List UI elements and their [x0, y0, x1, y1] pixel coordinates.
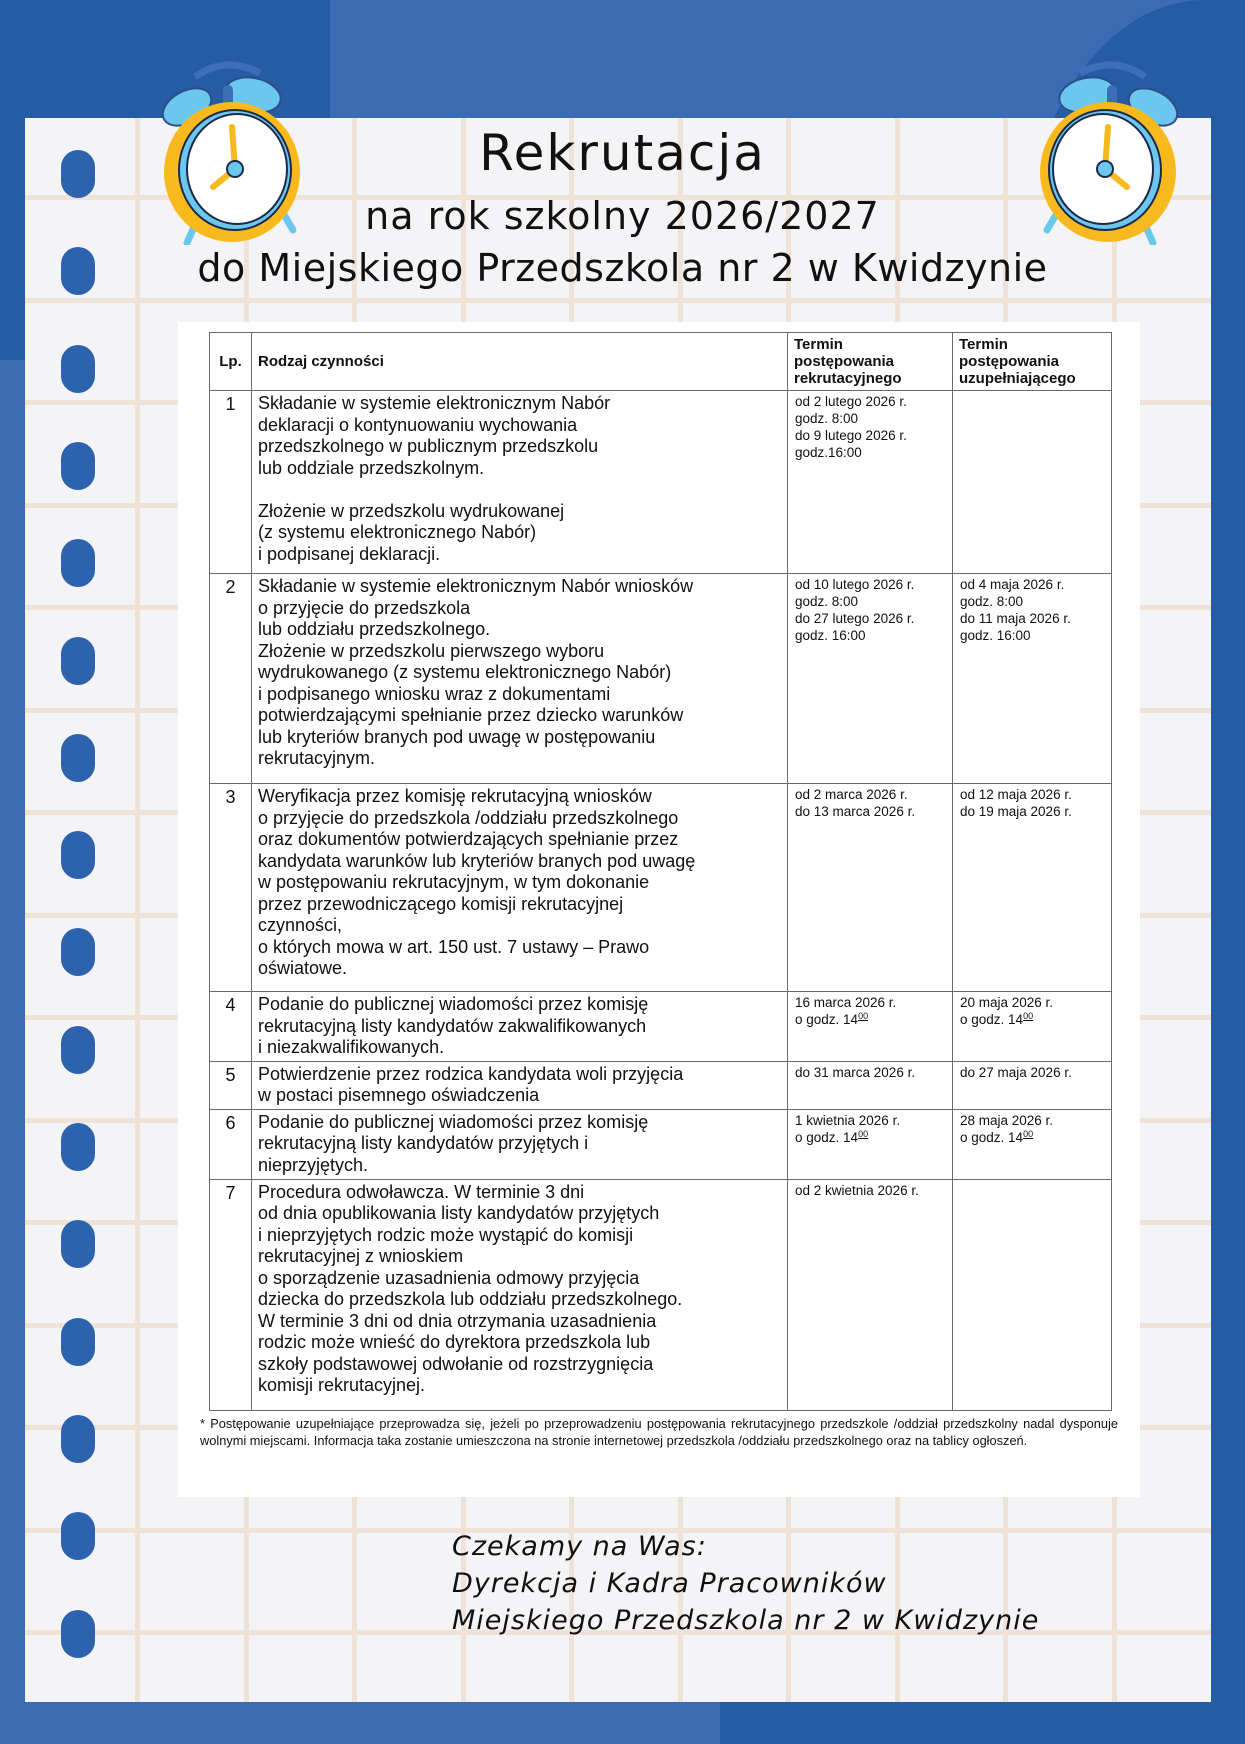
activity-text — [258, 479, 781, 501]
date-value: od 4 maja 2026 r. — [960, 577, 1065, 592]
date-text — [795, 1064, 945, 1081]
date-text — [795, 1182, 945, 1199]
date-value: do 11 maja 2026 r. — [960, 611, 1071, 626]
date-value: 20 maja 2026 r. — [960, 995, 1054, 1010]
header-text: postępowania — [794, 353, 895, 370]
date-value: 1 kwietnia 2026 r. — [795, 1112, 901, 1128]
alarm-clock-left — [157, 65, 300, 243]
signature-line: Czekamy na Was: — [452, 1531, 707, 1562]
activity-text: deklaracji o kontynuowaniu wychowania — [258, 414, 578, 435]
activity-description — [252, 992, 788, 1062]
binder-hole — [61, 1610, 95, 1658]
binder-hole — [61, 734, 95, 782]
main-term-cell — [788, 1179, 953, 1410]
activity-text: (z systemu elektronicznego Nabór) — [258, 522, 537, 542]
date-text — [795, 427, 945, 444]
header-text: rekrutacyjnego — [794, 370, 902, 387]
date-value: o godz. 14 — [960, 1129, 1024, 1145]
main-term-cell — [788, 391, 953, 574]
date-text — [960, 593, 1104, 610]
main-term-cell — [788, 1061, 953, 1109]
signature-line: Miejskiego Przedszkola nr 2 w Kwidzynie — [452, 1605, 1040, 1636]
activity-text: w postaci pisemnego oświadczenia — [258, 1085, 540, 1105]
date-value: do 19 maja 2026 r. — [960, 804, 1072, 819]
row-number: 2 — [210, 574, 252, 784]
date-value: do 9 lutego 2026 r. — [795, 428, 907, 443]
supplementary-term-cell — [953, 574, 1112, 784]
binder-hole — [61, 1512, 95, 1560]
activity-text: W terminie 3 dni od dnia otrzymania uzasadnienia — [258, 1310, 657, 1331]
activity-text: rekrutacyjnej z wnioskiem — [258, 1246, 464, 1266]
date-value: od 2 marca 2026 r. — [795, 787, 908, 802]
date-text — [960, 1064, 1104, 1081]
time-minutes-superscript: 00 — [858, 1011, 869, 1021]
date-value: do 31 marca 2026 r. — [795, 1064, 916, 1080]
supplementary-term-cell — [953, 992, 1112, 1062]
activity-description — [252, 574, 788, 784]
row-number: 6 — [210, 1109, 252, 1179]
activity-text: Składanie w systemie elektronicznym Nabór — [258, 393, 611, 413]
activity-text: potwierdzającymi spełnianie przez dziecko warunków — [258, 705, 684, 725]
binder-hole — [61, 1415, 95, 1463]
binder-hole — [61, 345, 95, 393]
time-minutes-superscript: 00 — [1023, 1011, 1034, 1021]
date-value: godz. 16:00 — [960, 628, 1031, 643]
activity-text: i niezakwalifikowanych. — [258, 1037, 445, 1057]
activity-text: kandydata warunków lub kryteriów branych pod uwagę — [258, 850, 696, 871]
activity-text: komisji rekrutacyjnej. — [258, 1375, 426, 1395]
grid-line — [135, 118, 140, 1702]
activity-text: rekrutacyjnym. — [258, 748, 376, 768]
row-number: 4 — [210, 992, 252, 1062]
date-text — [795, 576, 945, 593]
schedule-card — [178, 322, 1140, 1497]
date-value: do 27 maja 2026 r. — [960, 1064, 1072, 1080]
activity-text: wydrukowanego (z systemu elektronicznego Nabór) — [258, 662, 672, 682]
date-text — [795, 1112, 945, 1129]
activity-text: dziecka do przedszkola lub oddziału przedszkolnego. — [258, 1289, 683, 1309]
binder-hole — [61, 1318, 95, 1366]
date-text — [960, 803, 1104, 820]
activity-text: Potwierdzenie przez rodzica kandydata woli przyjęcia — [258, 1063, 684, 1084]
activity-text: czynności, — [258, 915, 343, 935]
activity-text: Procedura odwoławcza. W terminie 3 dni — [258, 1181, 585, 1202]
activity-text: rodzic może wnieść do dyrektora przedszkola lub — [258, 1332, 651, 1352]
time-minutes-superscript: 00 — [1023, 1128, 1034, 1139]
date-value: godz. 8:00 — [960, 594, 1024, 609]
date-text — [795, 1129, 945, 1146]
activity-description — [252, 1109, 788, 1179]
date-text — [795, 410, 945, 427]
date-text — [960, 627, 1104, 644]
supplementary-term-cell — [953, 784, 1112, 992]
row-number: 3 — [210, 784, 252, 992]
main-term-cell — [788, 1109, 953, 1179]
date-value: o godz. 14 — [795, 1012, 859, 1027]
table-header-row — [210, 333, 1112, 391]
row-number: 1 — [210, 391, 252, 574]
date-text — [795, 610, 945, 627]
table-row — [210, 1179, 1112, 1410]
date-text — [795, 786, 945, 803]
table-row — [210, 391, 1112, 574]
activity-text: oraz dokumentów potwierdzających spełnianie przez — [258, 829, 679, 849]
activity-text: i podpisanego wniosku wraz z dokumentami — [258, 683, 611, 704]
header-supp-term — [953, 333, 1112, 391]
main-term-cell — [788, 574, 953, 784]
date-text — [795, 1011, 945, 1028]
date-value: do 13 marca 2026 r. — [795, 804, 916, 819]
supplementary-term-cell — [953, 1109, 1112, 1179]
activity-text: Złożenie w przedszkolu wydrukowanej — [258, 500, 565, 521]
activity-text: Złożenie w przedszkolu pierwszego wyboru — [258, 640, 605, 661]
table-row — [210, 784, 1112, 992]
binder-hole — [61, 637, 95, 685]
activity-text: Weryfikacja przez komisję rekrutacyjną wniosków — [258, 786, 652, 806]
activity-text: o których mowa w art. 150 ust. 7 ustawy – Prawo — [258, 936, 650, 957]
activity-description — [252, 1179, 788, 1410]
supplementary-term-cell — [953, 391, 1112, 574]
header-main-term — [788, 333, 953, 391]
table-row — [210, 1109, 1112, 1179]
date-value: od 2 lutego 2026 r. — [795, 394, 907, 409]
date-text — [795, 593, 945, 610]
schedule-card-content — [200, 332, 1118, 1449]
binder-hole — [61, 1026, 95, 1074]
activity-text: o przyjęcie do przedszkola — [258, 597, 471, 618]
activity-text: o przyjęcie do przedszkola /oddziału przedszkolnego — [258, 807, 679, 828]
header-activity: Rodzaj czynności — [252, 333, 788, 391]
activity-text: lub oddziale przedszkolnym. — [258, 457, 485, 478]
date-text — [960, 576, 1104, 593]
header-text: Termin — [959, 336, 1008, 353]
background-shape — [720, 1702, 1245, 1744]
header-text: postępowania — [959, 353, 1060, 370]
activity-text: rekrutacyjną listy kandydatów przyjętych i — [258, 1133, 589, 1153]
date-text — [960, 1112, 1104, 1129]
activity-description — [252, 391, 788, 574]
activity-text: i nieprzyjętych rodzic może wystąpić do komisji — [258, 1224, 634, 1245]
alarm-clock-icon — [1015, 45, 1205, 245]
activity-text: Podanie do publicznej wiadomości przez komisję — [258, 1111, 649, 1132]
binder-hole — [61, 442, 95, 490]
activity-text: lub oddziału przedszkolnego. — [258, 619, 491, 639]
activity-text: w postępowaniu rekrutacyjnym, w tym dokonanie — [258, 872, 650, 892]
activity-text: oświatowe. — [258, 958, 348, 978]
date-text — [960, 610, 1104, 627]
date-value: od 2 kwietnia 2026 r. — [795, 1182, 919, 1198]
page-title: Rekrutacja — [479, 124, 766, 182]
activity-text: od dnia opublikowania listy kandydatów przyjętych — [258, 1203, 660, 1223]
date-value: 16 marca 2026 r. — [795, 995, 897, 1010]
date-value: od 12 maja 2026 r. — [960, 787, 1072, 802]
header-text: uzupełniającego — [959, 370, 1076, 387]
date-text — [795, 393, 945, 410]
date-text — [960, 1129, 1104, 1146]
activity-description — [252, 784, 788, 992]
activity-text: o sporządzenie uzasadnienia odmowy przyjęcia — [258, 1267, 640, 1288]
binder-hole — [61, 1220, 95, 1268]
activity-text: lub kryteriów branych pod uwagę w postępowaniu — [258, 726, 656, 747]
supplementary-term-cell — [953, 1061, 1112, 1109]
activity-description — [252, 1061, 788, 1109]
table-row — [210, 1061, 1112, 1109]
date-value: o godz. 14 — [795, 1129, 859, 1145]
page-subtitle: na rok szkolny 2026/2027 — [365, 194, 880, 238]
activity-text: Podanie do publicznej wiadomości przez komisję — [258, 994, 649, 1014]
institution-name: do Miejskiego Przedszkola nr 2 w Kwidzynie — [197, 246, 1048, 290]
recruitment-schedule-table — [209, 332, 1112, 1411]
binder-hole — [61, 539, 95, 587]
activity-text: nieprzyjętych. — [258, 1154, 369, 1175]
date-value: o godz. 14 — [960, 1012, 1024, 1027]
date-text — [795, 627, 945, 644]
binder-hole — [61, 1123, 95, 1171]
date-value: 28 maja 2026 r. — [960, 1112, 1054, 1128]
binder-hole — [61, 928, 95, 976]
signature-line: Dyrekcja i Kadra Pracowników — [452, 1568, 887, 1599]
activity-text: rekrutacyjną listy kandydatów zakwalifikowanych — [258, 1015, 647, 1036]
supplementary-term-cell — [953, 1179, 1112, 1410]
alarm-clock-right — [1040, 65, 1183, 243]
date-text — [960, 1011, 1104, 1028]
signature-block — [452, 1528, 1039, 1639]
time-minutes-superscript: 00 — [858, 1128, 869, 1139]
footnote: * Postępowanie uzupełniające przeprowadza się, jeżeli po przeprowadzeniu postępowania rekrutacyjnego przedszkole /oddział przedszkolny nadal dysponuje wolnymi miejscami. Informacja taka zostanie umieszczona na stronie internetowej przedszkola /oddziału przedszkolnego oraz na tablicy ogłoszeń. — [200, 1415, 1118, 1448]
header-lp: Lp. — [210, 333, 252, 391]
date-text — [795, 803, 945, 820]
date-value: od 10 lutego 2026 r. — [795, 577, 915, 592]
alarm-clock-icon — [135, 45, 325, 245]
table-row — [210, 992, 1112, 1062]
row-number: 7 — [210, 1179, 252, 1410]
header-text: Termin — [794, 336, 843, 353]
date-text — [960, 786, 1104, 803]
activity-text: przez przewodniczącego komisji rekrutacyjnej — [258, 893, 624, 914]
activity-text: Składanie w systemie elektronicznym Nabór wniosków — [258, 576, 694, 596]
date-text — [795, 994, 945, 1011]
main-term-cell — [788, 992, 953, 1062]
date-value: godz.16:00 — [795, 445, 862, 460]
main-term-cell — [788, 784, 953, 992]
date-value: do 27 lutego 2026 r. — [795, 611, 915, 626]
date-value: godz. 8:00 — [795, 411, 859, 426]
activity-text: przedszkolnego w publicznym przedszkolu — [258, 436, 599, 456]
date-value: godz. 16:00 — [795, 628, 866, 643]
row-number: 5 — [210, 1061, 252, 1109]
date-text — [960, 994, 1104, 1011]
activity-text: i podpisanej deklaracji. — [258, 543, 441, 564]
grid-line — [25, 298, 1211, 303]
binder-hole — [61, 831, 95, 879]
activity-text: szkoły podstawowej odwołanie od rozstrzygnięcia — [258, 1353, 654, 1374]
date-value: godz. 8:00 — [795, 594, 859, 609]
date-text — [795, 444, 945, 461]
table-row — [210, 574, 1112, 784]
